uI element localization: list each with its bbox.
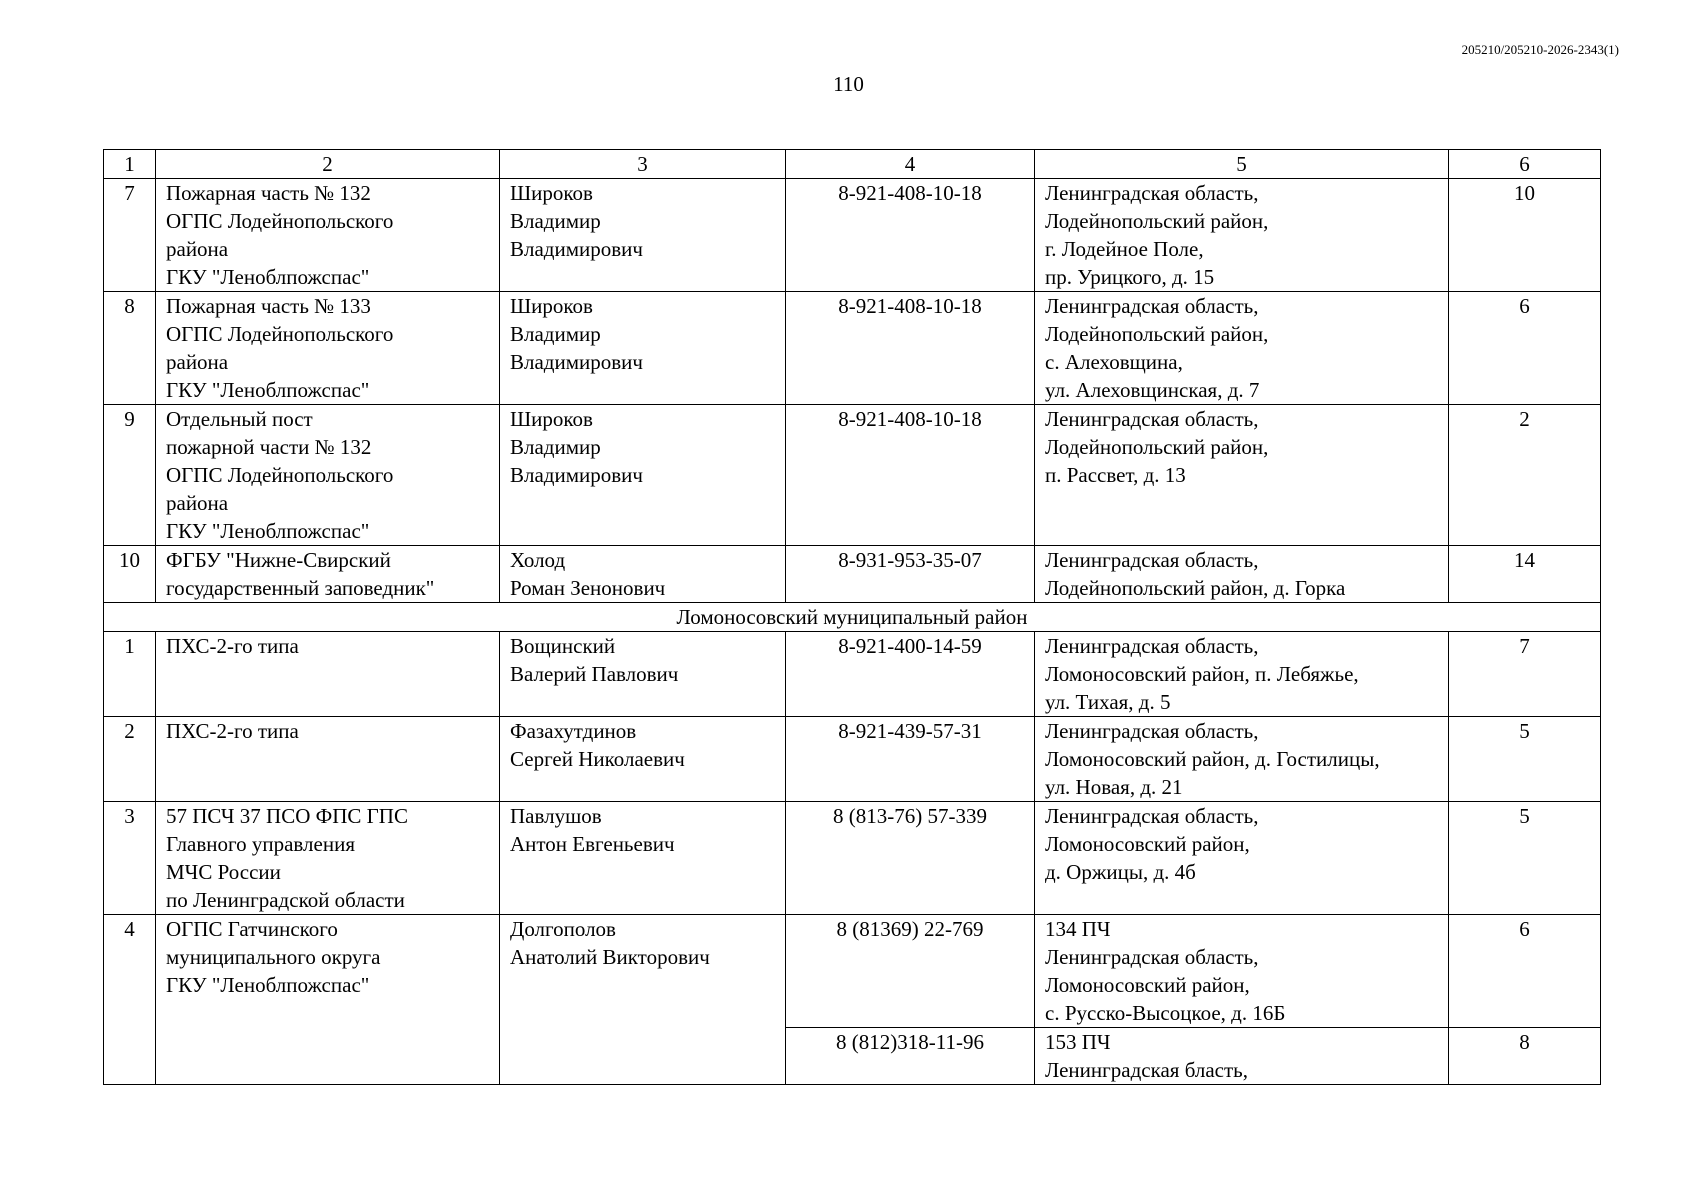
address-cell: Ленинградская область, Ломоносовский район, д. Гостилицы, ул. Новая, д. 21 (1035, 717, 1449, 802)
count-cell: 8 (1449, 1028, 1601, 1085)
count-cell: 2 (1449, 405, 1601, 546)
count-cell: 14 (1449, 546, 1601, 603)
table-row (104, 546, 1601, 603)
row-number: 9 (104, 405, 156, 546)
column-header: 3 (500, 150, 786, 179)
resources-table (103, 149, 1601, 1085)
count-cell: 6 (1449, 292, 1601, 405)
column-header: 4 (786, 150, 1035, 179)
table-row (104, 915, 1601, 1028)
table-row (104, 179, 1601, 292)
address-cell: 153 ПЧ Ленинградская бласть, (1035, 1028, 1449, 1085)
address-cell: Ленинградская область, Ломоносовский район, п. Лебяжье, ул. Тихая, д. 5 (1035, 632, 1449, 717)
phone-cell: 8-921-400-14-59 (786, 632, 1035, 717)
row-number: 4 (104, 915, 156, 1085)
phone-cell: 8 (81369) 22-769 (786, 915, 1035, 1028)
phone-cell: 8-921-408-10-18 (786, 179, 1035, 292)
address-cell: Ленинградская область, Лодейнопольский район, д. Горка (1035, 546, 1449, 603)
organization-cell: Пожарная часть № 133 ОГПС Лодейнопольского района ГКУ "Леноблпожспас" (156, 292, 500, 405)
phone-cell: 8-921-408-10-18 (786, 292, 1035, 405)
organization-cell: ПХС-2-го типа (156, 717, 500, 802)
row-number: 2 (104, 717, 156, 802)
column-header: 1 (104, 150, 156, 179)
responsible-person-cell: Холод Роман Зенонович (500, 546, 786, 603)
section-row (104, 603, 1601, 632)
organization-cell: ПХС-2-го типа (156, 632, 500, 717)
responsible-person-cell: Фазахутдинов Сергей Николаевич (500, 717, 786, 802)
phone-cell: 8-921-408-10-18 (786, 405, 1035, 546)
organization-cell: 57 ПСЧ 37 ПСО ФПС ГПС Главного управления МЧС России по Ленинградской области (156, 802, 500, 915)
column-header: 6 (1449, 150, 1601, 179)
count-cell: 5 (1449, 717, 1601, 802)
row-number: 10 (104, 546, 156, 603)
organization-cell: ФГБУ "Нижне-Свирский государственный заповедник" (156, 546, 500, 603)
organization-cell: Пожарная часть № 132 ОГПС Лодейнопольского района ГКУ "Леноблпожспас" (156, 179, 500, 292)
page-number: 110 (833, 72, 864, 96)
count-cell: 10 (1449, 179, 1601, 292)
phone-cell: 8-921-439-57-31 (786, 717, 1035, 802)
table-row (104, 632, 1601, 717)
table-header-row (104, 150, 1601, 179)
phone-cell: 8 (813-76) 57-339 (786, 802, 1035, 915)
responsible-person-cell: Широков Владимир Владимирович (500, 292, 786, 405)
table-row (104, 292, 1601, 405)
organization-cell: ОГПС Гатчинского муниципального округа ГКУ "Леноблпожспас" (156, 915, 500, 1085)
address-cell: 134 ПЧ Ленинградская область, Ломоносовский район, с. Русско-Высоцкое, д. 16Б (1035, 915, 1449, 1028)
address-cell: Ленинградская область, Ломоносовский район, д. Оржицы, д. 4б (1035, 802, 1449, 915)
responsible-person-cell: Широков Владимир Владимирович (500, 179, 786, 292)
table-row (104, 717, 1601, 802)
row-number: 8 (104, 292, 156, 405)
count-cell: 6 (1449, 915, 1601, 1028)
column-header: 5 (1035, 150, 1449, 179)
phone-cell: 8-931-953-35-07 (786, 546, 1035, 603)
address-cell: Ленинградская область, Лодейнопольский район, г. Лодейное Поле, пр. Урицкого, д. 15 (1035, 179, 1449, 292)
address-cell: Ленинградская область, Лодейнопольский район, п. Рассвет, д. 13 (1035, 405, 1449, 546)
count-cell: 7 (1449, 632, 1601, 717)
phone-cell: 8 (812)318-11-96 (786, 1028, 1035, 1085)
row-number: 7 (104, 179, 156, 292)
table-row (104, 405, 1601, 546)
row-number: 1 (104, 632, 156, 717)
count-cell: 5 (1449, 802, 1601, 915)
responsible-person-cell: Вощинский Валерий Павлович (500, 632, 786, 717)
column-header: 2 (156, 150, 500, 179)
responsible-person-cell: Широков Владимир Владимирович (500, 405, 786, 546)
section-title: Ломоносовский муниципальный район (104, 603, 1601, 632)
address-cell: Ленинградская область, Лодейнопольский район, с. Алеховщина, ул. Алеховщинская, д. 7 (1035, 292, 1449, 405)
table-row (104, 802, 1601, 915)
organization-cell: Отдельный пост пожарной части № 132 ОГПС Лодейнопольского района ГКУ "Леноблпожспас" (156, 405, 500, 546)
responsible-person-cell: Павлушов Антон Евгеньевич (500, 802, 786, 915)
row-number: 3 (104, 802, 156, 915)
document-id: 205210/205210-2026-2343(1) (1461, 42, 1619, 57)
responsible-person-cell: Долгополов Анатолий Викторович (500, 915, 786, 1085)
